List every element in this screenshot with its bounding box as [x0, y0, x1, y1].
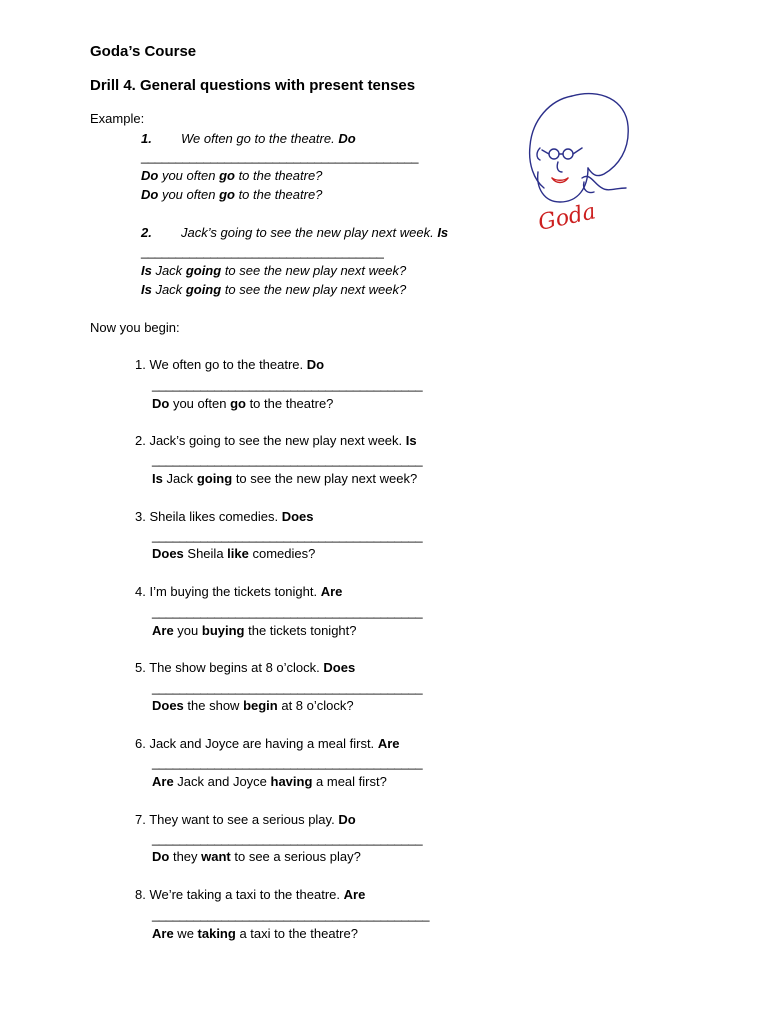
question-statement: 5. The show begins at 8 o’clock. Does: [135, 660, 356, 675]
example-answer: Is Jack going to see the new play next week?: [141, 263, 407, 278]
answer-blank[interactable]: _______________________________________: [152, 680, 423, 695]
answer-text: Are we taking a taxi to the theatre?: [152, 926, 358, 941]
example-statement: We often go to the theatre. Do: [181, 131, 356, 146]
practice-label: Now you begin:: [90, 320, 180, 335]
answer-blank[interactable]: _______________________________________: [152, 831, 423, 846]
example-number: 1.: [141, 131, 152, 146]
answer-text: Is Jack going to see the new play next week?: [152, 471, 418, 486]
drill-title: Drill 4. General questions with present tenses: [90, 77, 416, 94]
answer-blank[interactable]: _______________________________________: [152, 755, 423, 770]
answer-blank[interactable]: _______________________________________: [152, 377, 423, 392]
example-statement: Jack’s going to see the new play next week. Is: [181, 225, 449, 240]
answer-text: Does the show begin at 8 o’clock?: [152, 698, 354, 713]
example-label: Example:: [90, 111, 145, 126]
answer-text: Do they want to see a serious play?: [152, 849, 361, 864]
question-statement: 7. They want to see a serious play. Do: [135, 812, 356, 827]
example-answer: Do you often go to the theatre?: [141, 168, 323, 183]
answer-blank[interactable]: _______________________________________: [152, 604, 423, 619]
answer-text: Do you often go to the theatre?: [152, 396, 334, 411]
question-statement: 6. Jack and Joyce are having a meal first. Are: [135, 736, 400, 751]
question-statement: 2. Jack’s going to see the new play next week. Is: [135, 433, 417, 448]
answer-blank[interactable]: ___________________________________: [141, 244, 384, 259]
answer-text: Are you buying the tickets tonight?: [152, 623, 357, 638]
answer-blank[interactable]: ________________________________________: [152, 907, 430, 922]
question-statement: 8. We’re taking a taxi to the theatre. Are: [135, 887, 366, 902]
example-number: 2.: [141, 225, 152, 240]
example-answer: Do you often go to the theatre?: [141, 187, 323, 202]
answer-blank[interactable]: _______________________________________: [152, 452, 423, 467]
course-title: Goda’s Course: [90, 43, 197, 60]
question-statement: 1. We often go to the theatre. Do: [135, 357, 325, 372]
example-answer: Is Jack going to see the new play next week?: [141, 282, 407, 297]
answer-text: Are Jack and Joyce having a meal first?: [152, 774, 387, 789]
question-statement: 3. Sheila likes comedies. Does: [135, 509, 314, 524]
answer-blank[interactable]: ________________________________________: [141, 149, 419, 164]
answer-text: Does Sheila like comedies?: [152, 546, 316, 561]
signature-text: Goda: [536, 199, 599, 236]
goda-logo-icon: [522, 88, 634, 240]
answer-blank[interactable]: _______________________________________: [152, 528, 423, 543]
question-statement: 4. I’m buying the tickets tonight. Are: [135, 584, 343, 599]
